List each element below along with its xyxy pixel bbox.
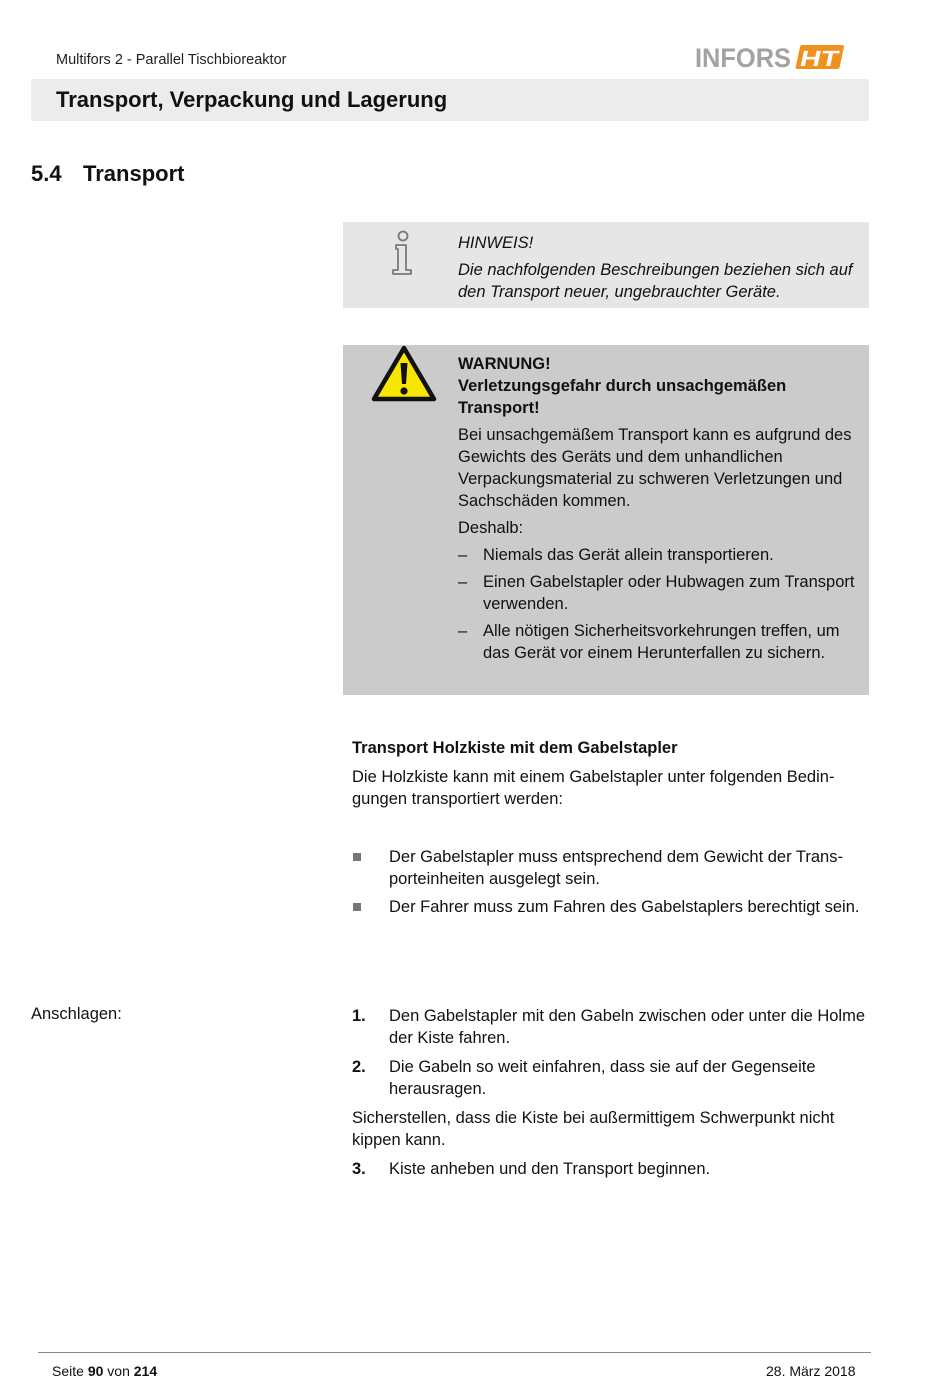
procedure-steps	[352, 1005, 869, 1187]
forklift-heading: Transport Holzkiste mit dem Gabelstapler	[352, 739, 678, 757]
procedure-label: Anschlagen:	[31, 1005, 122, 1023]
list-item	[458, 544, 858, 566]
square-bullet-icon	[353, 903, 361, 911]
chapter-title: Transport, Verpackung und Lagerung	[56, 87, 448, 112]
warning-box	[343, 345, 869, 695]
procedure-step	[352, 1056, 869, 1100]
page-indicator	[52, 1363, 157, 1379]
page-prefix: Seite	[52, 1363, 84, 1379]
list-item-text: Einen Gabelstapler oder Hubwagen zum Transport verwenden.	[483, 573, 855, 613]
forklift-intro: Die Holzkiste kann mit einem Gabelstapler unter folgenden Bedingungen transportiert werden:	[352, 768, 835, 808]
forklift-conditions	[352, 846, 869, 924]
step-text: Die Gabeln so weit einfahren, dass sie auf der Gegenseite herausragen.	[389, 1058, 816, 1098]
footer-divider	[38, 1352, 871, 1353]
procedure-step	[352, 1158, 869, 1180]
step-number: 2.	[352, 1058, 366, 1076]
dash-marker: –	[458, 622, 468, 640]
warning-content	[458, 353, 858, 664]
notice-label: HINWEIS!	[458, 234, 534, 252]
document-subtitle: Multifors 2 - Parallel Tischbioreaktor	[56, 52, 287, 68]
logo-badge-text: HT	[797, 46, 833, 71]
page-of: von	[107, 1363, 130, 1379]
warning-lead: Deshalb:	[458, 519, 524, 537]
forklift-section	[352, 737, 869, 810]
warning-label: WARNUNG!	[458, 355, 551, 373]
warning-triangle-icon	[371, 345, 437, 403]
step-text: Kiste anheben und den Transport beginnen.	[389, 1160, 711, 1178]
conditions-list	[352, 846, 869, 918]
section-heading	[31, 161, 184, 187]
step-number: 3.	[352, 1160, 366, 1178]
list-item	[352, 846, 869, 890]
section-title: Transport	[83, 161, 185, 186]
procedure-step	[352, 1005, 869, 1049]
step-number: 1.	[352, 1007, 366, 1025]
list-item	[458, 620, 858, 664]
infors-ht-logo	[695, 42, 847, 72]
logo-text: INFORS	[695, 43, 791, 72]
notice-text	[458, 232, 858, 303]
procedure-note: Sicherstellen, dass die Kiste bei außermittigem Schwerpunkt nicht kippen kann.	[352, 1109, 835, 1149]
list-item-text: Der Gabelstapler muss entsprechend dem Gewicht der Transporteinheiten ausgelegt sein.	[389, 848, 843, 888]
list-item-text: Der Fahrer muss zum Fahren des Gabelstaplers berechtigt sein.	[389, 898, 860, 916]
square-bullet-icon	[353, 853, 361, 861]
step-text: Den Gabelstapler mit den Gabeln zwischen oder unter die Holme der Kiste fahren.	[389, 1007, 866, 1047]
page-number: 90	[87, 1363, 104, 1379]
section-number: 5.4	[31, 161, 62, 186]
warning-headline: Verletzungsgefahr durch unsachgemäßen Transport!	[458, 377, 787, 417]
dash-marker: –	[458, 546, 468, 564]
list-item	[458, 571, 858, 615]
info-icon	[389, 228, 417, 276]
list-item	[352, 896, 869, 918]
notice-box	[343, 222, 869, 308]
document-date: 28. März 2018	[766, 1363, 856, 1379]
notice-body: Die nachfolgenden Beschreibungen beziehen sich auf den Transport neuer, ungebrauchter Geräte.	[458, 261, 853, 301]
warning-body: Bei unsachgemäßem Transport kann es aufgrund des Gewichts des Geräts und dem unhandlichen Verpackungsmaterial zu schweren Verletzungen und Sachschäden kommen.	[458, 426, 852, 510]
warning-measures-list	[458, 544, 858, 664]
logo-badge	[795, 45, 845, 71]
dash-marker: –	[458, 573, 468, 591]
page-total: 214	[133, 1363, 158, 1379]
list-item-text: Niemals das Gerät allein transportieren.	[483, 546, 774, 564]
list-item-text: Alle nötigen Sicherheitsvorkehrungen treffen, um das Gerät vor einem Herunterfallen zu sichern.	[483, 622, 840, 662]
